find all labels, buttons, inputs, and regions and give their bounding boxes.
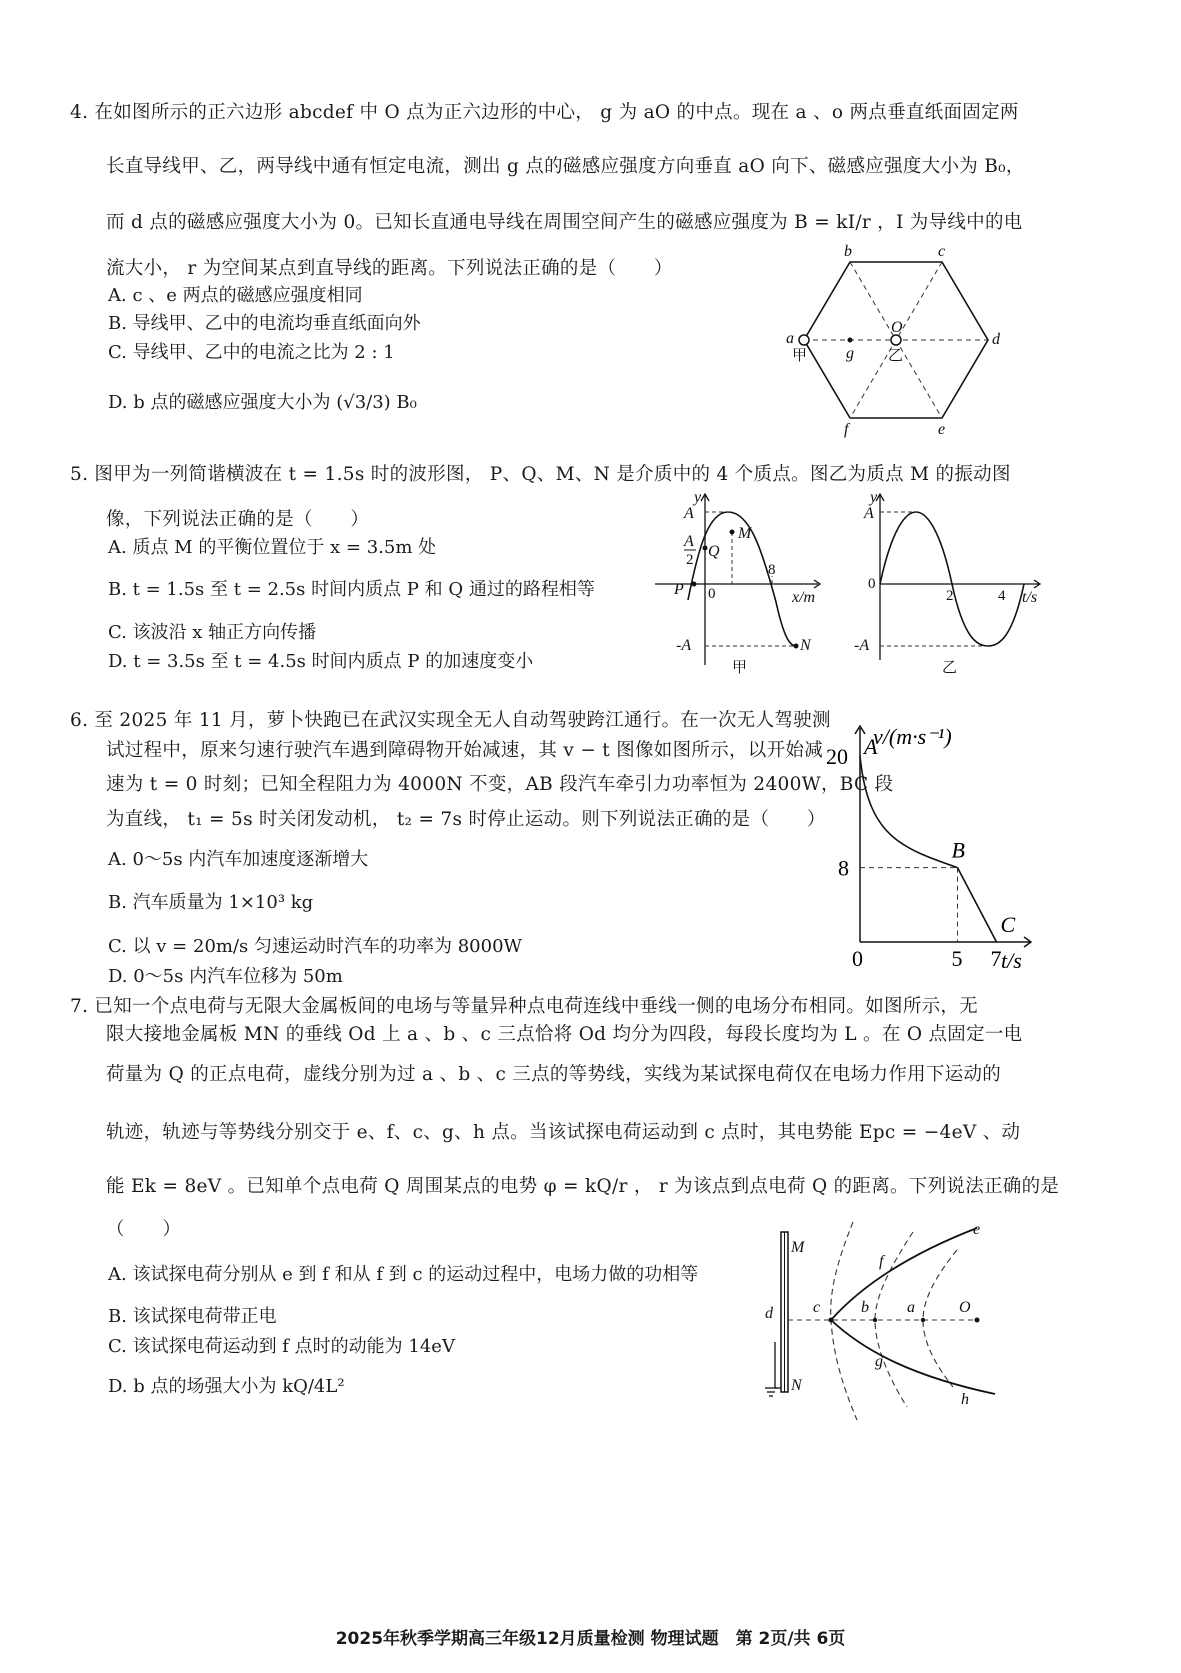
jia-x-axis: x/m xyxy=(792,589,816,606)
hex-label-e: e xyxy=(938,421,946,438)
page-footer: 2025年秋季学期高三年级12月质量检测 物理试题 第 2页/共 6页 xyxy=(335,1629,846,1649)
q4-option-d[interactable]: D. b 点的磁感应强度大小为 (√3/3) B₀ xyxy=(108,392,417,413)
q5-option-d[interactable]: D. t = 3.5s 至 t = 4.5s 时间内质点 P 的加速度变小 xyxy=(108,651,534,672)
field-label-m: M xyxy=(791,1239,805,1256)
field-label-f: f xyxy=(879,1253,884,1270)
vt-curve-ab xyxy=(860,756,958,868)
jia-y-axis: y xyxy=(694,489,702,506)
field-label-a: a xyxy=(907,1299,915,1316)
q6-line3: 速为 t = 0 时刻；已知全程阻力为 4000N 不变，AB 段汽车牵引力功率恒为 2400W，BC 段 xyxy=(106,774,894,795)
vt-tick-7: 7 xyxy=(990,946,1002,971)
jia-label-origin: 0 xyxy=(708,586,716,602)
vt-point-c: C xyxy=(1000,912,1016,937)
jia-label-m: M xyxy=(738,525,752,542)
q6-option-d[interactable]: D. 0～5s 内汽车位移为 50m xyxy=(108,966,343,987)
jia-label-n: N xyxy=(800,637,811,654)
field-label-c: c xyxy=(813,1299,821,1316)
q7-line3: 荷量为 Q 的正点电荷，虚线分别为过 a 、b 、c 三点的等势线，实线为某试探电荷仅在电场力作用下运动的 xyxy=(106,1064,1002,1085)
vt-tick-0: 0 xyxy=(852,946,863,971)
yi-label-origin: 0 xyxy=(868,576,876,592)
jia-label-halfamp-num: A xyxy=(684,533,694,550)
yi-y-axis: y xyxy=(870,489,878,506)
vt-y-axis-label: v/(m·s⁻¹) xyxy=(873,724,952,749)
hex-label-a: a xyxy=(786,330,794,347)
q6-option-b[interactable]: B. 汽车质量为 1×10³ kg xyxy=(108,892,314,913)
vt-tick-5: 5 xyxy=(951,946,963,971)
q4-line3: 而 d 点的磁感应强度大小为 0。已知长直通电导线在周围空间产生的磁感应强度为 B = kI/r ，I 为导线中的电 xyxy=(106,212,1023,233)
hex-label-jia: 甲 xyxy=(792,348,808,364)
yi-label-four: 4 xyxy=(998,588,1006,604)
q4-option-a[interactable]: A. c 、e 两点的磁感应强度相同 xyxy=(108,285,363,306)
q6-option-a[interactable]: A. 0～5s 内汽车加速度逐渐增大 xyxy=(108,849,369,870)
q4-hexagon-figure xyxy=(780,240,1020,440)
q4-option-c[interactable]: C. 导线甲、乙中的电流之比为 2 : 1 xyxy=(108,342,395,363)
hex-label-d: d xyxy=(992,331,1000,348)
q6-vt-graph xyxy=(825,720,1045,980)
q7-line6: （ ） xyxy=(106,1219,182,1240)
q7-line1: 7. 已知一个点电荷与无限大金属板间的电场与等量异种点电荷连线中垂线一侧的电场分布相同。如图所示，无 xyxy=(70,996,979,1017)
jia-caption: 甲 xyxy=(732,660,748,676)
q5-line2: 像，下列说法正确的是（ ） xyxy=(106,509,370,530)
q6-line1: 6. 至 2025 年 11 月，萝卜快跑已在武汉实现全无人自动驾驶跨江通行。在一次无人驾驶测 xyxy=(70,710,831,731)
vt-point-b: B xyxy=(951,837,965,863)
q6-option-c[interactable]: C. 以 v = 20m/s 匀速运动时汽车的功率为 8000W xyxy=(108,936,523,957)
field-label-h: h xyxy=(961,1391,969,1408)
vt-tick-20: 20 xyxy=(826,744,848,769)
q7-option-b[interactable]: B. 该试探电荷带正电 xyxy=(108,1306,277,1327)
q7-option-c[interactable]: C. 该试探电荷运动到 f 点时的动能为 14eV xyxy=(108,1336,455,1357)
jia-label-amp: A xyxy=(684,505,694,522)
yi-caption: 乙 xyxy=(942,660,958,676)
vt-point-a: A xyxy=(864,734,878,759)
q7-line4: 轨迹，轨迹与等势线分别交于 e、f、c、g、h 点。当该试探电荷运动到 c 点时，其电势能 Epc = −4eV 、动 xyxy=(106,1122,1021,1143)
hex-label-yi: 乙 xyxy=(888,348,904,364)
yi-label-amp: A xyxy=(864,505,874,522)
field-label-b: b xyxy=(861,1299,869,1316)
q4-option-b[interactable]: B. 导线甲、乙中的电流均垂直纸面向外 xyxy=(108,313,421,334)
q4-line1: 4. 在如图所示的正六边形 abcdef 中 O 点为正六边形的中心， g 为 aO 的中点。现在 a 、o 两点垂直纸面固定两 xyxy=(70,102,1019,123)
q7-line5: 能 Ek = 8eV 。已知单个点电荷 Q 周围某点的电势 φ = kQ/r ， r 为该点到点电荷 Q 的距离。下列说法正确的是 xyxy=(106,1176,1060,1197)
q7-field-figure xyxy=(745,1222,1025,1422)
hex-label-f: f xyxy=(844,421,849,438)
field-label-e: e xyxy=(973,1221,981,1238)
q4-line2: 长直导线甲、乙，两导线中通有恒定电流，测出 g 点的磁感应强度方向垂直 aO 向下、磁感应强度大小为 B₀， xyxy=(106,156,1025,177)
yi-label-neg-amp: -A xyxy=(854,637,870,654)
jia-label-eight: 8 xyxy=(768,562,776,578)
vt-tick-8: 8 xyxy=(838,855,849,881)
field-label-n: N xyxy=(791,1377,802,1394)
field-label-g: g xyxy=(875,1353,883,1370)
q7-line2: 限大接地金属板 MN 的垂线 Od 上 a 、b 、c 三点恰将 Od 均分为四段，每段长度均为 L 。在 O 点固定一电 xyxy=(106,1024,1023,1045)
hex-label-c: c xyxy=(938,243,946,260)
q7-option-a[interactable]: A. 该试探电荷分别从 e 到 f 和从 f 到 c 的运动过程中，电场力做的功相等 xyxy=(108,1264,699,1285)
q5-option-a[interactable]: A. 质点 M 的平衡位置位于 x = 3.5m 处 xyxy=(108,537,437,558)
q5-option-c[interactable]: C. 该波沿 x 轴正方向传播 xyxy=(108,622,317,643)
jia-label-q: Q xyxy=(708,543,720,560)
vt-line-bc xyxy=(958,868,997,942)
jia-label-neg-amp: -A xyxy=(676,637,692,654)
hex-label-o: O xyxy=(891,319,903,336)
q6-line2: 试过程中，原来匀速行驶汽车遇到障碍物开始减速，其 v − t 图像如图所示，以开始减 xyxy=(106,740,824,761)
yi-x-axis: t/s xyxy=(1022,589,1038,606)
field-label-d: d xyxy=(765,1305,773,1322)
q5-wave-figure-jia xyxy=(650,490,830,680)
yi-label-two: 2 xyxy=(946,588,954,604)
q4-line4: 流大小， r 为空间某点到直导线的距离。下列说法正确的是（ ） xyxy=(106,258,673,279)
q7-option-d[interactable]: D. b 点的场强大小为 kQ/4L² xyxy=(108,1376,345,1397)
jia-label-p: P xyxy=(674,581,684,598)
jia-label-halfamp-den: 2 xyxy=(686,552,694,568)
field-label-o: O xyxy=(959,1299,971,1316)
vt-x-axis-label: t/s xyxy=(1001,948,1022,973)
vibration-curve xyxy=(880,512,1024,646)
hex-label-b: b xyxy=(844,243,852,260)
hex-label-g: g xyxy=(846,345,854,362)
q5-vibration-figure-yi xyxy=(850,490,1050,680)
q6-line4: 为直线， t₁ = 5s 时关闭发动机， t₂ = 7s 时停止运动。则下列说法正确的是（ ） xyxy=(106,809,826,830)
q5-line1: 5. 图甲为一列简谐横波在 t = 1.5s 时的波形图， P、Q、M、N 是介质中的 4 个质点。图乙为质点 M 的振动图 xyxy=(70,464,1011,485)
q5-option-b[interactable]: B. t = 1.5s 至 t = 2.5s 时间内质点 P 和 Q 通过的路程相等 xyxy=(108,579,595,600)
